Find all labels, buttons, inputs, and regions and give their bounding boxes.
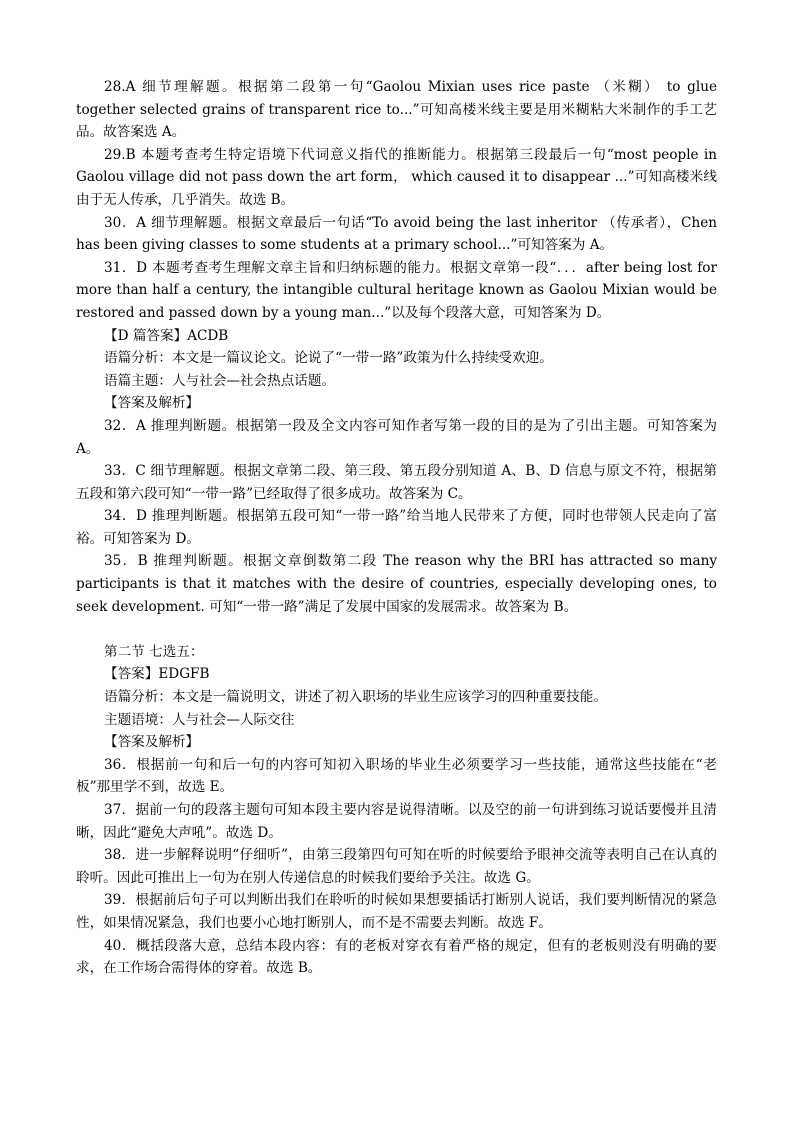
paragraph-sec2-analysis: 语篇分析：本文是一篇说明文，讲述了初入职场的毕业生应该学习的四种重要技能。	[104, 689, 607, 706]
paragraph-q31: 31．D 本题考查考生理解文章主旨和归纳标题的能力。根据文章第一段“．．．after being lost for more than half a century, the intangible cultural heritage known as Gaolou Mixian would be restored and passed down by a young man...”以及每个段落大意，可知答案为 D。	[76, 259, 717, 321]
paragraph-d-answer: 【D 篇答案】ACDB	[104, 327, 229, 344]
paragraph-q36: 36．根据前一句和后一句的内容可知初入职场的毕业生必须要学习一些技能，通常这些技能在“老板”那里学不到，故选 E。	[76, 756, 717, 796]
paragraph-q33: 33．C 细节理解题。根据文章第二段、第三段、第五段分别知道 A、B、D 信息与原文不符，根据第五段和第六段可知“一带一路”已经取得了很多成功。故答案为 C。	[76, 463, 717, 502]
paragraph-q37: 37．据前一句的段落主题句可知本段主要内容是说得清晰。以及空的前一句讲到练习说话要慢并且清晰，因此“避免大声吼”。故选 D。	[76, 802, 717, 841]
paragraph-sec2-title: 第二节 七选五：	[104, 643, 204, 660]
paragraph-q38: 38．进一步解释说明“仔细听”，由第三段第四句可知在听的时候要给予眼神交流等表明自己在认真的聆听。因此可推出上一句为在别人传递信息的时候我们要给予关注。故选 G。	[76, 847, 717, 886]
paragraph-d-analysis: 语篇分析：本文是一篇议论文。论说了“一带一路”政策为什么持续受欢迎。	[104, 350, 553, 367]
paragraph-blank	[76, 618, 717, 641]
paragraph-q29: 29.B 本题考查考生特定语境下代词意义指代的推断能力。根据第三段最后一句“most people in Gaolou village did not pass down the art form， which caused it to disappear ...”可知高楼米线由于无人传承，几乎消失。故选 B。	[76, 146, 717, 208]
paragraph-q35: 35．B 推理判断题。根据文章倒数第二段 The reason why the BRI has attracted so many participants is that it matches with the desire of countries, especially developing ones, to seek development. 可知“一带一路”满足了发展中国家的发展需求。故答案为 B。	[76, 553, 717, 615]
paragraph-d-theme: 语篇主题：人与社会—社会热点话题。	[104, 372, 336, 389]
paragraph-sec2-answer: 【答案】EDGFB	[104, 666, 210, 683]
paragraph-q34: 34．D 推理判断题。根据第五段可知“一带一路”给当地人民带来了方便，同时也带领人民走向了富裕。可知答案为 D。	[76, 508, 717, 547]
paragraph-q28: 28.A 细节理解题。根据第二段第一句“Gaolou Mixian uses rice paste （米糊） to glue together selected grains of transparent rice to...”可知高楼米线主要是用米糊粘大米制作的手工艺品。故答案选 A。	[76, 79, 717, 141]
paragraph-sec2-theme: 主题语境：人与社会—人际交往	[104, 711, 295, 728]
answer-document	[76, 76, 717, 980]
paragraph-d-explain: 【答案及解析】	[104, 395, 200, 412]
paragraph-q32: 32．A 推理判断题。根据第一段及全文内容可知作者写第一段的目的是为了引出主题。可知答案为 A。	[76, 417, 717, 457]
paragraph-q30: 30．A 细节理解题。根据文章最后一句话“To avoid being the last inheritor （传承者），Chen has been giving classes to some students at a primary school...”可知答案为 A。	[76, 214, 717, 254]
paragraph-q40: 40．概括段落大意，总结本段内容：有的老板对穿衣有着严格的规定，但有的老板则没有明确的要求，在工作场合需得体的穿着。故选 B。	[76, 937, 717, 977]
paragraph-q39: 39．根据前后句子可以判断出我们在聆听的时候如果想要插话打断别人说话，我们要判断情况的紧急性，如果情况紧急，我们也要小心地打断别人，而不是不需要去判断。故选 F。	[76, 892, 717, 931]
paragraph-sec2-explain: 【答案及解析】	[104, 734, 200, 751]
